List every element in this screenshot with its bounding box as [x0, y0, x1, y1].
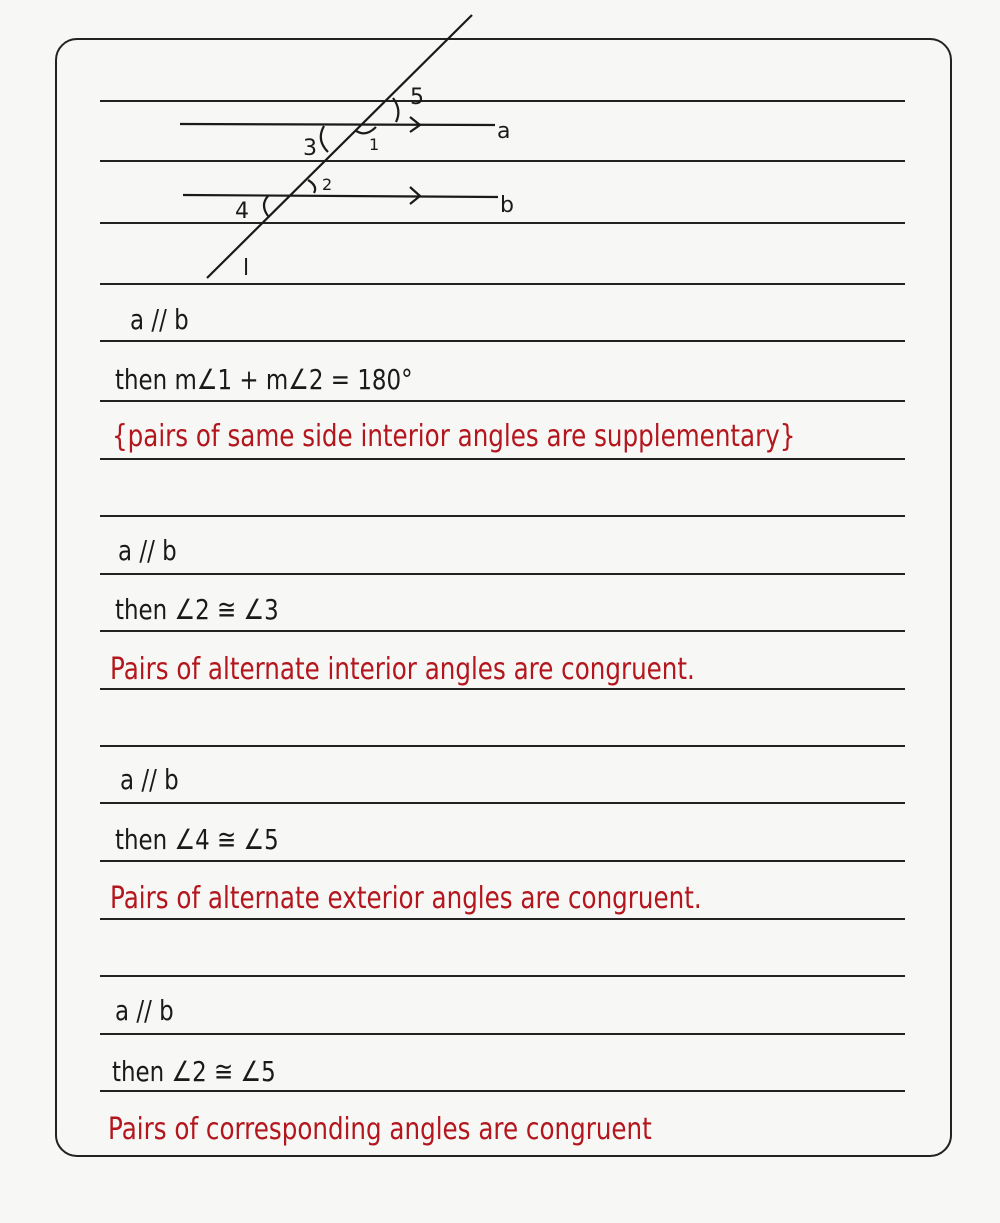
parallel-lines-diagram: [0, 0, 1000, 300]
line-b: [183, 195, 498, 197]
rule-line: [100, 745, 905, 747]
rule-line: [100, 688, 905, 690]
rule-line: [100, 860, 905, 862]
then-2: then ∠2 ≅ ∠3: [115, 593, 279, 626]
transversal-l: [207, 15, 472, 278]
rule-line: [100, 340, 905, 342]
label-a: a: [497, 119, 511, 144]
line-a: [180, 124, 495, 125]
reason-2: Pairs of alternate interior angles are congruent.: [110, 652, 695, 687]
rule-line: [100, 918, 905, 920]
rule-line: [100, 515, 905, 517]
then-1: then m∠1 + m∠2 = 180°: [115, 363, 413, 396]
then-4: then ∠2 ≅ ∠5: [112, 1055, 276, 1088]
given-1: a // b: [130, 303, 189, 336]
arc-5: [393, 98, 398, 122]
angle-label-1: 1: [369, 135, 380, 154]
angle-label-2: 2: [322, 175, 333, 194]
reason-1: {pairs of same side interior angles are supplementary}: [112, 419, 796, 454]
label-l: l: [243, 256, 250, 281]
rule-line: [100, 975, 905, 977]
reason-3: Pairs of alternate exterior angles are congruent.: [110, 881, 702, 916]
arc-3: [321, 126, 328, 152]
label-b: b: [500, 193, 514, 218]
rule-line: [100, 573, 905, 575]
angle-label-3: 3: [303, 136, 317, 161]
reason-4: Pairs of corresponding angles are congruent: [108, 1112, 652, 1147]
rule-line: [100, 1090, 905, 1092]
rule-line: [100, 458, 905, 460]
angle-label-5: 5: [410, 85, 424, 110]
given-3: a // b: [120, 763, 179, 796]
then-3: then ∠4 ≅ ∠5: [115, 823, 279, 856]
rule-line: [100, 802, 905, 804]
arc-4: [264, 196, 268, 216]
rule-line: [100, 1033, 905, 1035]
given-2: a // b: [118, 534, 177, 567]
given-4: a // b: [115, 994, 174, 1027]
arc-2: [308, 180, 315, 193]
rule-line: [100, 400, 905, 402]
rule-line: [100, 630, 905, 632]
angle-label-4: 4: [235, 199, 249, 224]
